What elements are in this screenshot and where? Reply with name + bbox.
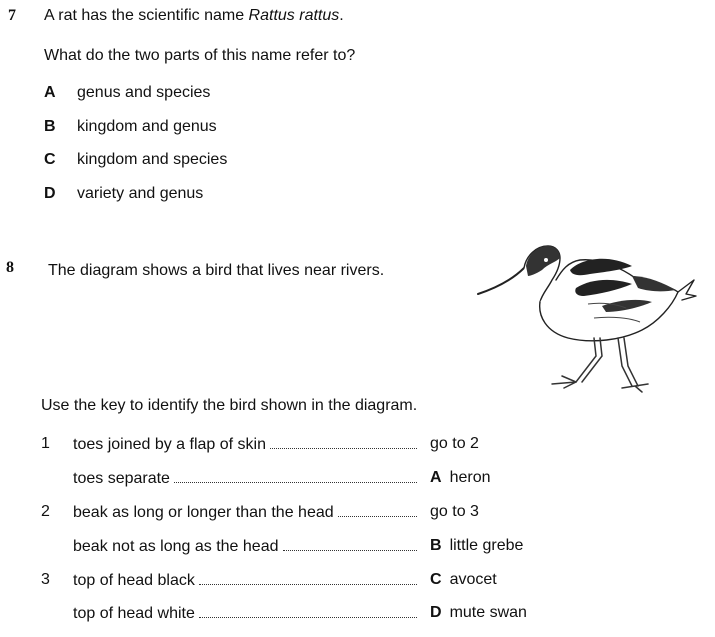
key-statement-text: toes separate (73, 470, 170, 487)
key-statement (73, 570, 423, 591)
key-step-number: 2 (41, 503, 50, 520)
key-statement (73, 603, 423, 624)
option-letter: B (44, 118, 56, 135)
key-result (430, 502, 479, 522)
key-statement-text: top of head white (73, 605, 195, 622)
option-b[interactable] (44, 117, 217, 137)
option-letter: D (44, 185, 56, 202)
key-result (430, 570, 497, 590)
option-text: variety and genus (77, 185, 204, 202)
question-7-stem (44, 6, 344, 26)
question-7-stem-end: . (339, 7, 344, 24)
key-statement-text: beak not as long as the head (73, 538, 279, 555)
option-text: genus and species (77, 84, 211, 101)
leader-dots (199, 570, 417, 585)
key-result (430, 536, 523, 556)
key-result (430, 468, 490, 488)
question-8-number: 8 (6, 259, 14, 276)
question-7-stem-text: A rat has the scientific name (44, 7, 249, 24)
key-result-letter: B (430, 537, 442, 554)
leader-dots (270, 434, 417, 449)
leader-dots (338, 502, 417, 517)
key-statement-text: toes joined by a flap of skin (73, 436, 267, 453)
key-statement (73, 434, 423, 455)
option-a[interactable] (44, 83, 210, 103)
option-letter: A (44, 84, 56, 101)
avocet-bird-diagram (472, 236, 700, 396)
leader-dots (174, 468, 417, 483)
key-statement-text: top of head black (73, 572, 195, 589)
question-8-stem: The diagram shows a bird that lives near rivers. (48, 262, 385, 279)
key-step-number: 3 (41, 571, 50, 588)
leader-dots (283, 536, 418, 551)
key-instruction: Use the key to identify the bird shown in the diagram. (41, 397, 418, 414)
key-result-text: go to 2 (430, 435, 479, 452)
key-statement (73, 468, 423, 489)
key-statement (73, 502, 423, 523)
scientific-name: Rattus rattus (248, 7, 340, 24)
question-7-number: 7 (8, 7, 16, 24)
key-result-text: avocet (449, 571, 497, 588)
key-result-letter: C (430, 571, 442, 588)
key-statement-text: beak as long or longer than the head (73, 504, 334, 521)
key-result-text: mute swan (449, 604, 527, 621)
key-result-text: heron (449, 469, 491, 486)
key-result-text: go to 3 (430, 503, 479, 520)
key-step-number: 1 (41, 435, 50, 452)
option-c[interactable] (44, 150, 227, 170)
question-7-prompt: What do the two parts of this name refer to? (44, 47, 356, 64)
key-result (430, 434, 479, 454)
key-result-letter: A (430, 469, 442, 486)
leader-dots (199, 603, 417, 618)
key-statement (73, 536, 423, 557)
option-letter: C (44, 151, 56, 168)
option-d[interactable] (44, 184, 203, 204)
key-result-text: little grebe (449, 537, 524, 554)
key-result (430, 603, 527, 623)
key-result-letter: D (430, 604, 442, 621)
option-text: kingdom and species (77, 151, 228, 168)
option-text: kingdom and genus (77, 118, 217, 135)
